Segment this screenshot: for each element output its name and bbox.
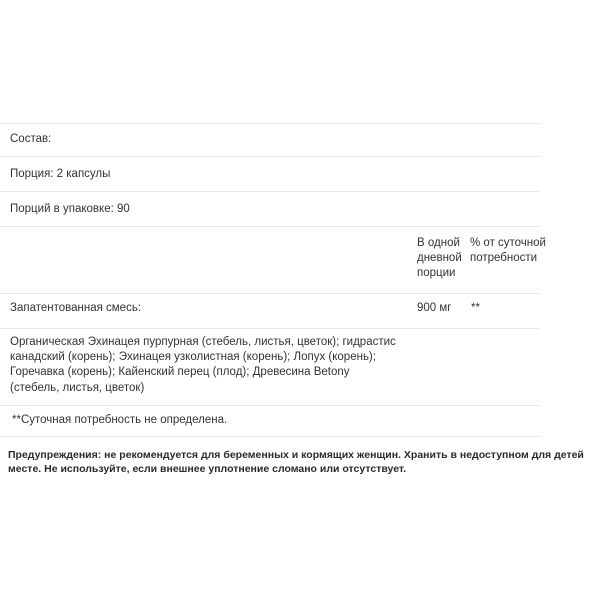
divider-rule [0, 191, 540, 192]
serving-size-row-label: Порция: 2 капсулы [10, 168, 111, 180]
warnings-text: Предупреждения: не рекомендуется для беременных и кормящих женщин. Хранить в недоступном для детей месте. Не используйте, если внешнее уплотнение сломано или отсутствует. [8, 449, 584, 475]
column-header-percent-daily-value: % от суточной потребности [470, 237, 546, 264]
divider-rule [0, 293, 540, 294]
proprietary-blend-daily-value: ** [471, 302, 480, 314]
divider-rule [0, 156, 540, 157]
divider-rule [0, 405, 540, 406]
divider-rule [0, 226, 540, 227]
divider-rule [0, 123, 540, 124]
proprietary-blend-label: Запатентованная смесь: [10, 302, 142, 314]
ingredients-row-label: Состав: [10, 133, 52, 145]
ingredient-list-text: Органическая Эхинацея пурпурная (стебель, листья, цветок); гидрастис канадский (корень); Эхинацея узколистная (корень); Лопух (корень); Горечавка (корень); Кайенский перец (плод); Древесина Betony (стебель, листья, цветок) [10, 336, 396, 394]
divider-rule [0, 436, 540, 437]
column-header-amount-per-serving: В одной дневной порции [417, 237, 462, 279]
divider-rule [0, 328, 540, 329]
servings-per-container-row-label: Порций в упаковке: 90 [10, 203, 130, 215]
proprietary-blend-amount: 900 мг [417, 302, 452, 314]
daily-value-footnote: **Суточная потребность не определена. [12, 414, 228, 426]
